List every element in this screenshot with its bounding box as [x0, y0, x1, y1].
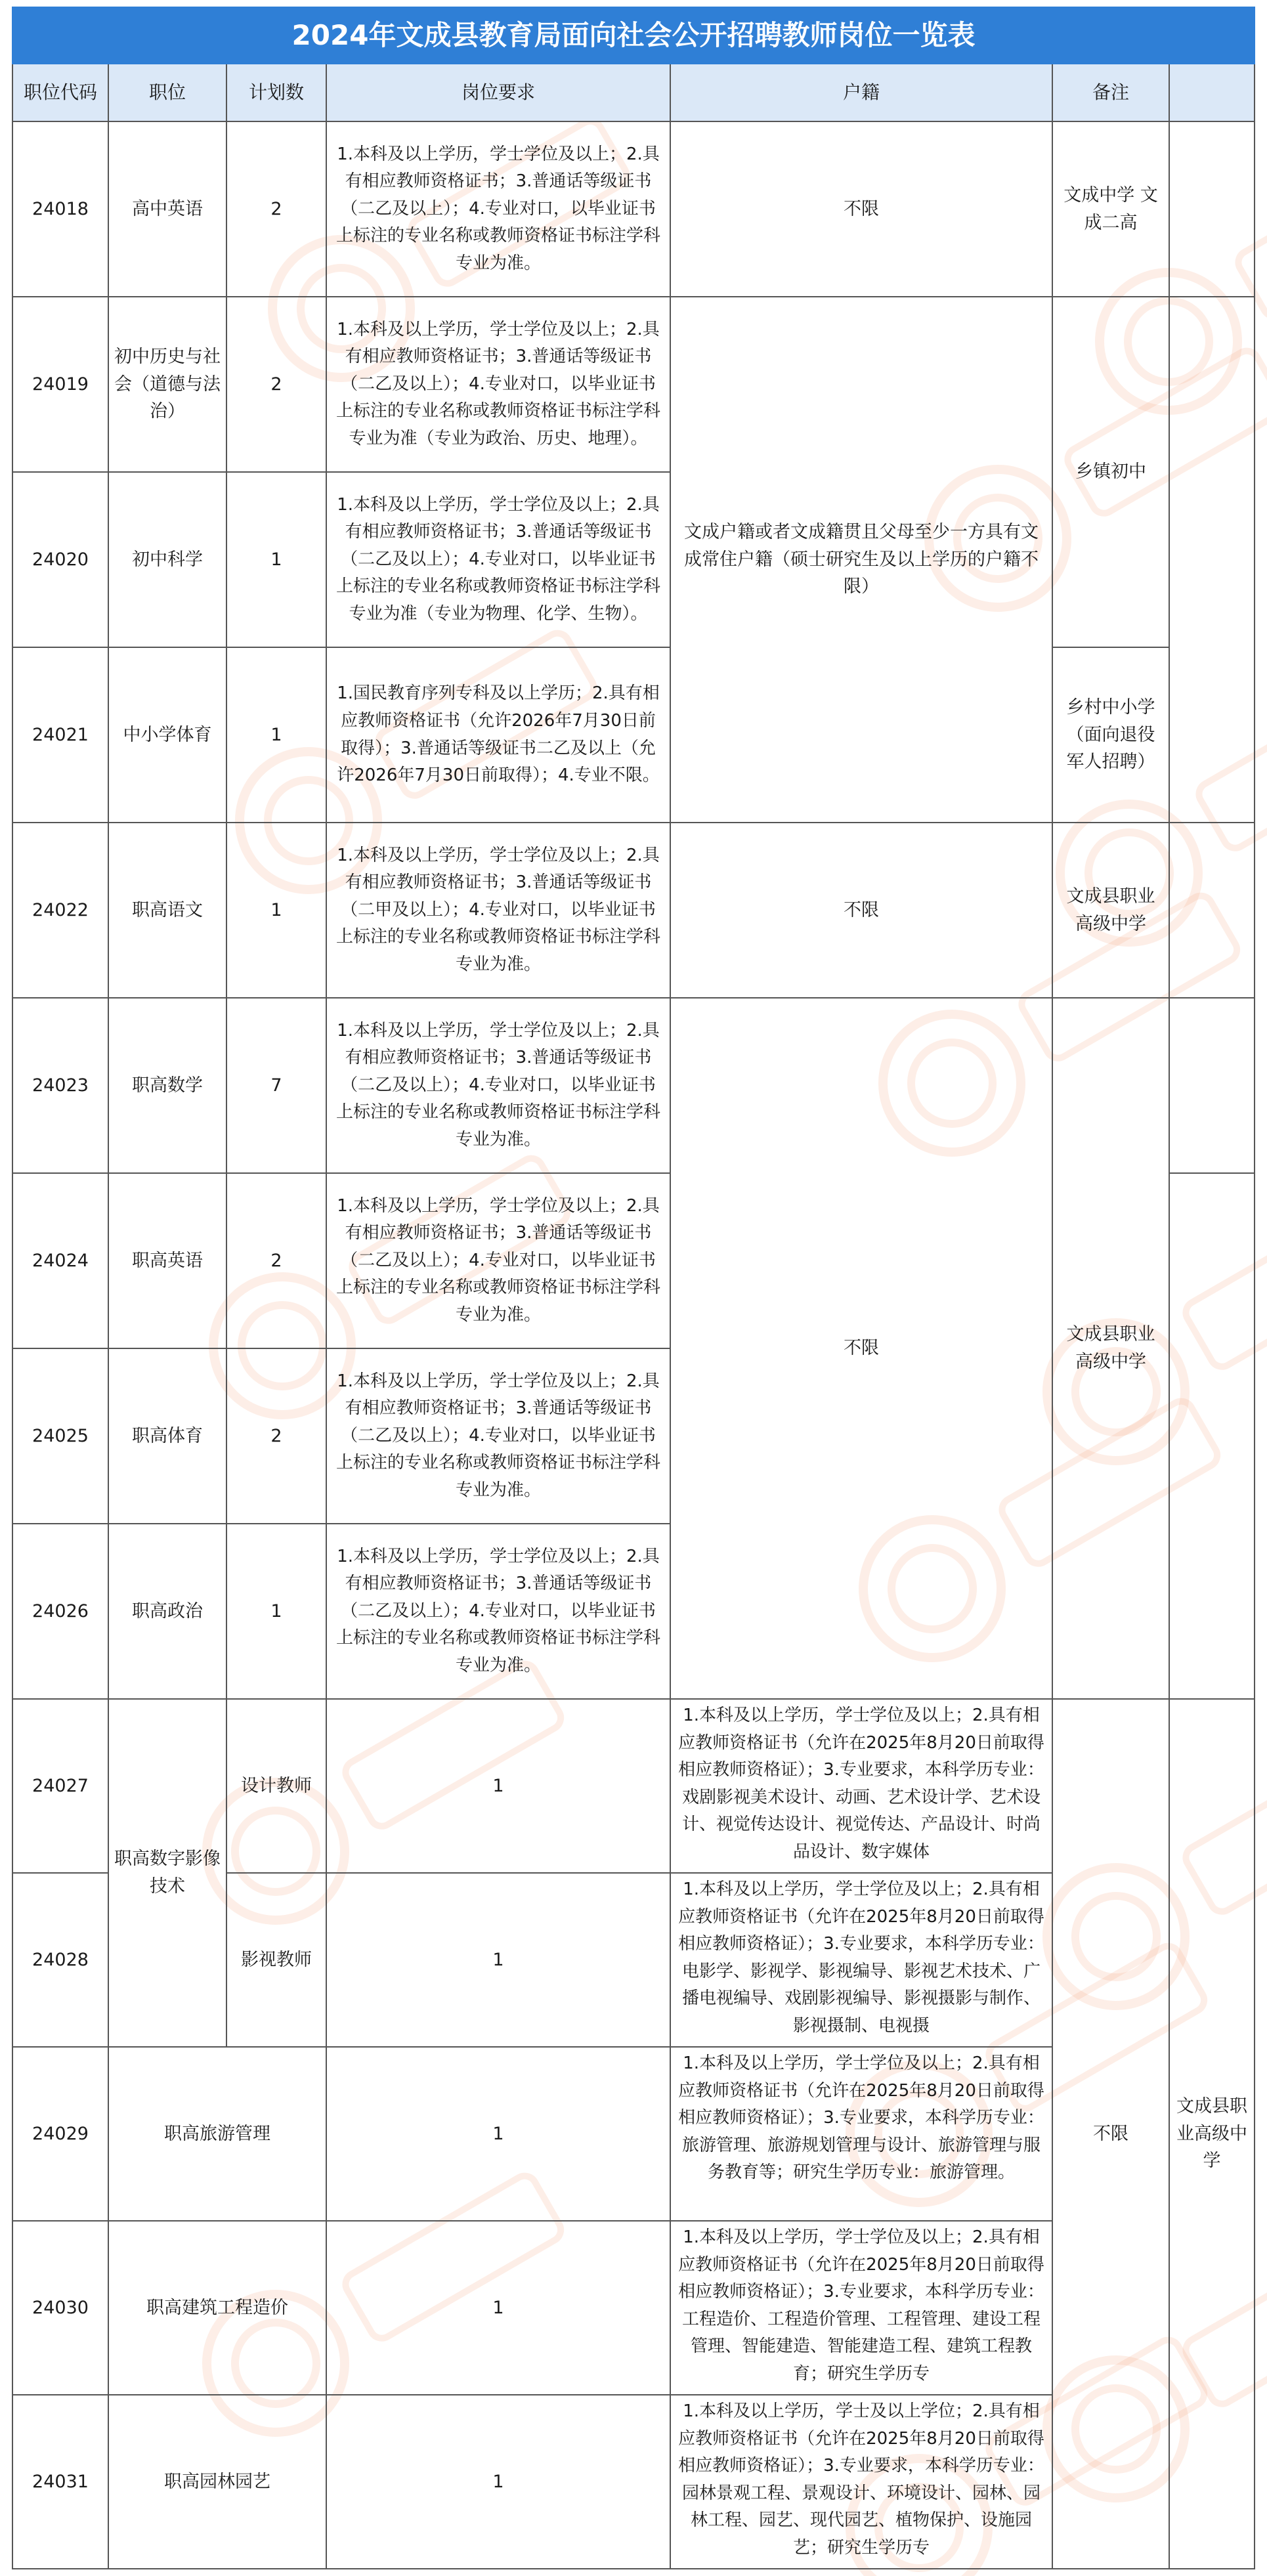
cell-requirements [671, 2048, 1053, 2222]
cell-residence-merged: 不限 [671, 998, 1053, 1700]
cell-code: 24029 [12, 2048, 109, 2222]
cell-code: 24021 [12, 648, 109, 823]
cell-count: 1 [227, 473, 327, 648]
cell-code: 24027 [12, 1700, 109, 1874]
cell-code: 24025 [12, 1349, 109, 1524]
cell-count: 1 [327, 2048, 671, 2222]
requirements-text: 1.本科及以上学历，学士及以上学位；2.具有相应教师资格证书（允许在2025年8月20日前取得相应教师资格证）；3.专业要求，本科学历专业：园林景观工程、景观设计、环境设计、园林、园林工程、园艺、现代园艺、植物保护、设施园艺；研究生学历专 [678, 2401, 1044, 2558]
cell-code: 24020 [12, 473, 109, 648]
cell-position: 职高政治 [109, 1524, 227, 1700]
cell-remarks-merged: 文成县职业高级中学 [1170, 1700, 1255, 2569]
cell-position: 职高英语 [109, 1174, 227, 1349]
cell-requirements [327, 473, 671, 648]
header-position: 职位 [109, 64, 227, 122]
cell-blank [1170, 1174, 1255, 1700]
header-residence: 户籍 [671, 64, 1053, 122]
table-title: 2024年文成县教育局面向社会公开招聘教师岗位一览表 [12, 7, 1255, 64]
cell-requirements [327, 648, 671, 823]
cell-requirements [671, 2222, 1053, 2395]
requirements-text: 1.本科及以上学历，学士学位及以上；2.具有相应教师资格证书；3.普通话等级证书（二乙及以上）；4.专业对口，以毕业证书上标注的专业名称或教师资格证书标注学科专业为准。 [335, 144, 660, 273]
cell-code: 24018 [12, 122, 109, 297]
header-code: 职位代码 [12, 64, 109, 122]
cell-code: 24019 [12, 297, 109, 473]
requirements-text: 1.本科及以上学历，学士学位及以上；2.具有相应教师资格证书；3.普通话等级证书（二乙及以上）；4.专业对口，以毕业证书上标注的专业名称或教师资格证书标注学科专业为准。 [335, 1371, 660, 1500]
requirements-text: 1.本科及以上学历，学士学位及以上；2.具有相应教师资格证书；3.普通话等级证书（二乙及以上）；4.专业对口，以毕业证书上标注的专业名称或教师资格证书标注学科专业为准。 [335, 1546, 660, 1675]
requirements-text: 1.本科及以上学历，学士学位及以上；2.具有相应教师资格证书；3.普通话等级证书（二乙及以上）；4.专业对口，以毕业证书上标注的专业名称或教师资格证书标注学科专业为准。 [335, 1195, 660, 1325]
cell-count: 2 [227, 1349, 327, 1524]
requirements-text: 1.本科及以上学历，学士学位及以上；2.具有相应教师资格证书（允许在2025年8月20日前取得相应教师资格证）；3.专业要求，本科学历专业：电影学、影视学、影视编导、影视艺术技术、广播电视编导、戏剧影视编导、影视摄影与制作、影视摄制、电视摄 [678, 1879, 1044, 2036]
cell-code: 24022 [12, 823, 109, 998]
requirements-text: 1.本科及以上学历，学士学位及以上；2.具有相应教师资格证书（允许在2025年8月20日前取得相应教师资格证）；3.专业要求，本科学历专业：旅游管理、旅游规划管理与设计、旅游管理与服务教育等；研究生学历专业：旅游管理。 [678, 2053, 1044, 2183]
requirements-text: 1.本科及以上学历，学士学位及以上；2.具有相应教师资格证书；3.普通话等级证书（二乙及以上）；4.专业对口，以毕业证书上标注的专业名称或教师资格证书标注学科专业为准。 [335, 1020, 660, 1149]
positions-table [12, 64, 1255, 2569]
cell-residence: 不限 [671, 122, 1053, 297]
cell-residence-merged: 文成户籍或者文成籍贯且父母至少一方具有文成常住户籍（硕士研究生及以上学历的户籍不限） [671, 297, 1053, 823]
cell-residence-merged: 不限 [1053, 1700, 1170, 2569]
cell-remarks: 文成中学 文成二高 [1053, 122, 1170, 297]
cell-count: 1 [327, 1700, 671, 1874]
requirements-text: 1.国民教育序列专科及以上学历；2.具有相应教师资格证书（允许2026年7月30日前取得）；3.普通话等级证书二乙及以上（允许2026年7月30日前取得）；4.专业不限。 [337, 683, 660, 786]
cell-requirements [671, 1874, 1053, 2048]
cell-code: 24023 [12, 998, 109, 1174]
cell-requirements [327, 823, 671, 998]
cell-code: 24030 [12, 2222, 109, 2395]
cell-position: 职高园林园艺 [109, 2395, 327, 2569]
cell-count: 1 [327, 1874, 671, 2048]
requirements-text: 1.本科及以上学历，学士学位及以上；2.具有相应教师资格证书；3.普通话等级证书（二乙及以上）；4.专业对口，以毕业证书上标注的专业名称或教师资格证书标注学科专业为准（专业为物理、化学、生物）。 [335, 494, 660, 624]
cell-remarks-merged: 乡镇初中 [1053, 297, 1170, 648]
cell-count: 2 [227, 297, 327, 473]
cell-requirements [671, 2395, 1053, 2569]
cell-count: 1 [227, 1524, 327, 1700]
cell-code: 24024 [12, 1174, 109, 1349]
cell-count: 1 [227, 823, 327, 998]
header-requirements: 岗位要求 [327, 64, 671, 122]
cell-count: 2 [227, 1174, 327, 1349]
header-count: 计划数 [227, 64, 327, 122]
cell-requirements [327, 998, 671, 1174]
cell-residence: 不限 [671, 823, 1053, 998]
cell-count: 2 [227, 122, 327, 297]
cell-remarks: 乡村中小学（面向退役军人招聘） [1053, 648, 1170, 823]
cell-subposition: 影视教师 [227, 1874, 327, 2048]
cell-blank [1170, 823, 1255, 998]
cell-position: 中小学体育 [109, 648, 227, 823]
cell-requirements [327, 1174, 671, 1349]
cell-requirements [327, 122, 671, 297]
cell-position: 初中科学 [109, 473, 227, 648]
cell-requirements [327, 297, 671, 473]
cell-blank [1170, 998, 1255, 1174]
recruitment-table-page [12, 7, 1255, 2569]
cell-position: 初中历史与社会（道德与法治） [109, 297, 227, 473]
cell-code: 24028 [12, 1874, 109, 2048]
cell-count: 1 [327, 2395, 671, 2569]
cell-subposition: 设计教师 [227, 1700, 327, 1874]
cell-code: 24031 [12, 2395, 109, 2569]
cell-position: 高中英语 [109, 122, 227, 297]
cell-blank [1170, 297, 1255, 823]
header-remarks: 备注 [1053, 64, 1170, 122]
cell-position: 职高体育 [109, 1349, 227, 1524]
requirements-text: 1.本科及以上学历，学士学位及以上；2.具有相应教师资格证书（允许在2025年8月20日前取得相应教师资格证）；3.专业要求，本科学历专业：工程造价、工程造价管理、工程管理、建设工程管理、智能建造、智能建造工程、建筑工程教育；研究生学历专 [678, 2227, 1044, 2384]
cell-position-merged: 职高数字影像技术 [109, 1700, 227, 2048]
cell-blank [1170, 122, 1255, 297]
requirements-text: 1.本科及以上学历，学士学位及以上；2.具有相应教师资格证书（允许在2025年8月20日前取得相应教师资格证）；3.专业要求，本科学历专业：戏剧影视美术设计、动画、艺术设计学、艺术设计、视觉传达设计、视觉传达、产品设计、时尚品设计、数字媒体 [678, 1706, 1044, 1862]
cell-requirements [327, 1524, 671, 1700]
cell-count: 1 [327, 2222, 671, 2395]
cell-position: 职高数学 [109, 998, 227, 1174]
cell-requirements [327, 1349, 671, 1524]
requirements-text: 1.本科及以上学历，学士学位及以上；2.具有相应教师资格证书；3.普通话等级证书（二甲及以上）；4.专业对口，以毕业证书上标注的专业名称或教师资格证书标注学科专业为准。 [335, 845, 660, 974]
header-blank [1170, 64, 1255, 122]
cell-position: 职高建筑工程造价 [109, 2222, 327, 2395]
cell-requirements [671, 1700, 1053, 1874]
requirements-text: 1.本科及以上学历，学士学位及以上；2.具有相应教师资格证书；3.普通话等级证书（二乙及以上）；4.专业对口，以毕业证书上标注的专业名称或教师资格证书标注学科专业为准（专业为政治、历史、地理）。 [335, 319, 660, 448]
cell-remarks-merged: 文成县职业高级中学 [1053, 998, 1170, 1700]
cell-position: 职高语文 [109, 823, 227, 998]
cell-code: 24026 [12, 1524, 109, 1700]
cell-count: 1 [227, 648, 327, 823]
cell-position: 职高旅游管理 [109, 2048, 327, 2222]
cell-count: 7 [227, 998, 327, 1174]
cell-remarks: 文成县职业高级中学 [1053, 823, 1170, 998]
